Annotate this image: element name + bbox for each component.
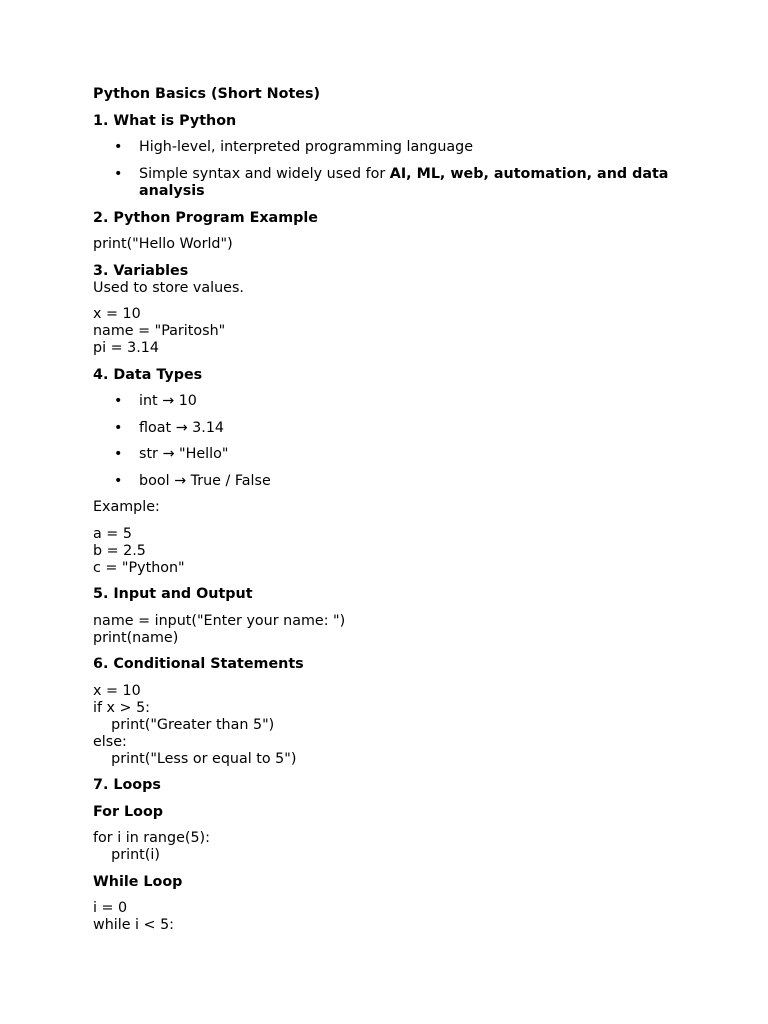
bullet-icon: • <box>114 166 123 182</box>
code-line: else: <box>93 733 127 750</box>
section-heading-conditional-statements: 6. Conditional Statements <box>93 656 304 672</box>
bullet-icon: • <box>114 419 123 436</box>
document-title: Python Basics (Short Notes) <box>93 86 321 102</box>
list-item-bold-text: AI, ML, web, automation, and data analysis <box>139 166 669 199</box>
code-line: b = 2.5 <box>93 542 146 559</box>
section-heading-data-types: 4. Data Types <box>93 366 203 383</box>
code-line: while i < 5: <box>93 917 174 933</box>
code-line: name = input("Enter your name: ") <box>93 612 346 629</box>
code-line: print("Hello World") <box>93 236 233 252</box>
subheading-while-loop: While Loop <box>93 873 183 890</box>
code-line: print("Less or equal to 5") <box>93 750 297 767</box>
code-line: c = "Python" <box>93 559 185 576</box>
code-line: x = 10 <box>93 306 141 322</box>
list-item-text: bool → True / False <box>139 472 271 489</box>
section-heading-loops: 7. Loops <box>93 777 161 793</box>
code-line: a = 5 <box>93 525 132 542</box>
code-line: print("Greater than 5") <box>93 716 275 733</box>
code-line: i = 0 <box>93 900 128 916</box>
code-line: for i in range(5): <box>93 830 210 846</box>
bullet-icon: • <box>114 472 123 489</box>
section-description: Used to store values. <box>93 279 244 296</box>
list-item-text: float → 3.14 <box>139 419 225 436</box>
code-line: print(name) <box>93 629 179 646</box>
code-line: pi = 3.14 <box>93 340 159 356</box>
list-item-text: int → 10 <box>139 393 197 409</box>
list-item-text: Simple syntax and widely used for <box>139 166 390 182</box>
code-line: x = 10 <box>93 682 141 699</box>
list-item <box>93 446 693 463</box>
example-label: Example: <box>93 499 160 515</box>
section-heading-variables: 3. Variables <box>93 262 189 279</box>
bullet-icon: • <box>114 446 123 462</box>
section-heading-input-output: 5. Input and Output <box>93 586 253 602</box>
code-line: print(i) <box>93 847 160 863</box>
bullet-icon: • <box>114 393 123 409</box>
section-heading-program-example: 2. Python Program Example <box>93 209 318 226</box>
list-item <box>93 473 693 490</box>
list-item-text: High-level, interpreted programming language <box>139 139 474 155</box>
list-item <box>93 139 693 156</box>
list-item-text: str → "Hello" <box>139 446 229 462</box>
list-item <box>93 420 693 437</box>
document-page <box>93 86 693 934</box>
list-item <box>93 393 693 410</box>
code-line: if x > 5: <box>93 699 150 716</box>
subheading-for-loop: For Loop <box>93 803 164 820</box>
code-line: name = "Paritosh" <box>93 323 226 339</box>
list-item <box>93 166 693 200</box>
section-heading-what-is-python: 1. What is Python <box>93 112 237 129</box>
bullet-icon: • <box>114 139 123 155</box>
